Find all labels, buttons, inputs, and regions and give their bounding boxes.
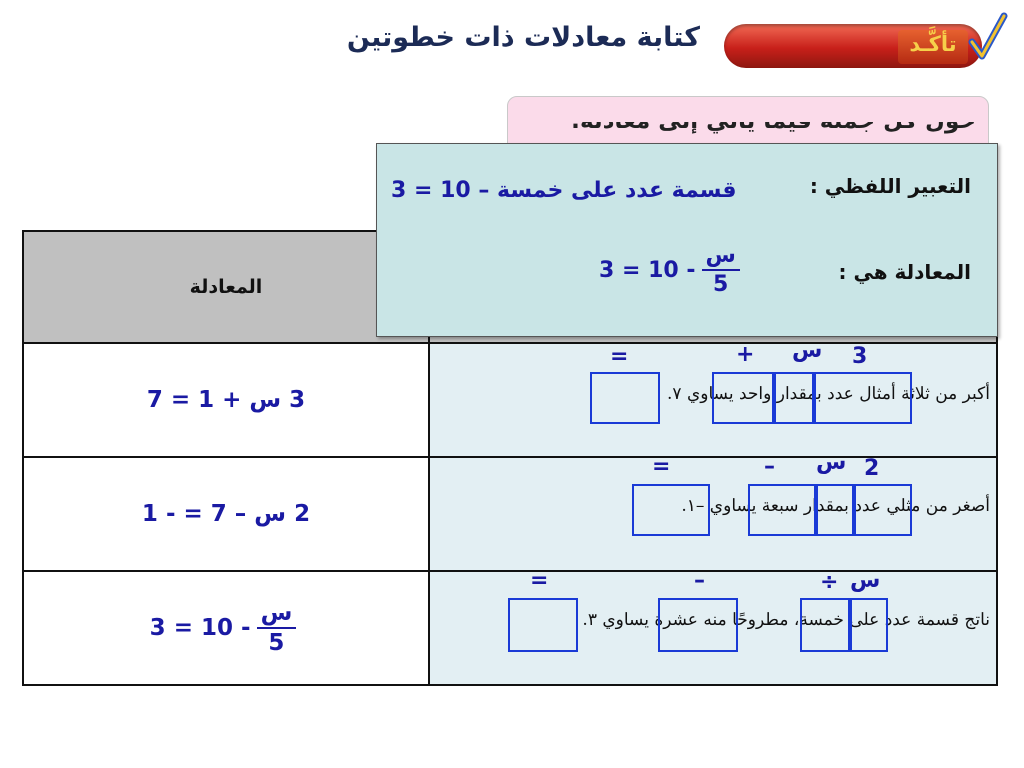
equals-mark: = — [610, 344, 629, 369]
badge-label: تأكَّـد — [909, 32, 957, 56]
coefficient-mark: 3 — [852, 344, 868, 369]
info-fraction — [702, 244, 740, 296]
highlight-box — [800, 598, 850, 652]
highlight-box — [854, 484, 912, 536]
plus-mark: + — [736, 342, 755, 367]
sentence-text: ناتج قسمة عدد على خمسة، مطروحًا منه عشرة يساوي ٣. — [582, 610, 990, 630]
fraction-denominator: 5 — [268, 630, 285, 656]
equation-label: المعادلة هي : — [838, 260, 971, 284]
equals-mark: = — [530, 568, 549, 593]
divide-mark: ÷ — [820, 570, 839, 595]
header-equation-cell — [23, 231, 429, 343]
info-equation — [599, 244, 746, 296]
equation-text: 2 س – 7 = - 1 — [141, 501, 311, 527]
coefficient-mark: 2 — [864, 456, 880, 481]
equation-rest: - 10 = 3 — [149, 615, 251, 641]
highlight-box — [816, 484, 854, 536]
highlight-box — [658, 598, 738, 652]
info-fraction-denominator: 5 — [713, 272, 729, 298]
info-box — [376, 143, 998, 337]
variable-mark: س — [850, 568, 881, 593]
highlight-box — [712, 372, 774, 424]
equation-text: 3 س + 1 = 7 — [146, 387, 306, 413]
info-fraction-numerator: س — [702, 244, 740, 271]
highlight-box — [774, 372, 814, 424]
highlight-box — [508, 598, 578, 652]
highlight-box — [590, 372, 660, 424]
table-row — [23, 343, 997, 457]
info-equation-rest: - 10 = 3 — [599, 257, 696, 283]
sentence-cell — [429, 450, 997, 571]
highlight-box — [748, 484, 816, 536]
sentence-text: أكبر من ثلاثة أمثال عدد بمقدار واحد يساوي ٧. — [667, 384, 990, 404]
sentence-cell — [429, 568, 997, 685]
sentence-text: أصغر من مثلي عدد بمقدار سبعة يساوي –١. — [681, 496, 990, 516]
verbal-label: التعبير اللفظي : — [809, 174, 971, 198]
highlight-box — [850, 598, 888, 652]
equation-cell — [23, 571, 429, 685]
highlight-box — [814, 372, 912, 424]
sentence-cell — [429, 338, 997, 457]
page-title: كتابة معادلات ذات خطوتين — [346, 22, 700, 53]
verbal-value: قسمة عدد على خمسة – 10 = 3 — [391, 178, 737, 203]
equation-cell — [23, 343, 429, 457]
header-equation-label: المعادلة — [189, 276, 263, 298]
variable-mark: س — [816, 450, 847, 475]
fraction — [257, 601, 297, 655]
highlight-box — [632, 484, 710, 536]
table-row — [23, 457, 997, 571]
equation-fraction — [24, 572, 428, 684]
table-row — [23, 571, 997, 685]
checkmark-icon — [968, 12, 1008, 64]
equation-cell — [23, 457, 429, 571]
variable-mark: س — [792, 338, 823, 363]
equals-mark: = — [652, 454, 671, 479]
minus-mark: – — [764, 454, 775, 479]
fraction-numerator: س — [257, 601, 297, 629]
minus-mark: – — [694, 568, 705, 593]
